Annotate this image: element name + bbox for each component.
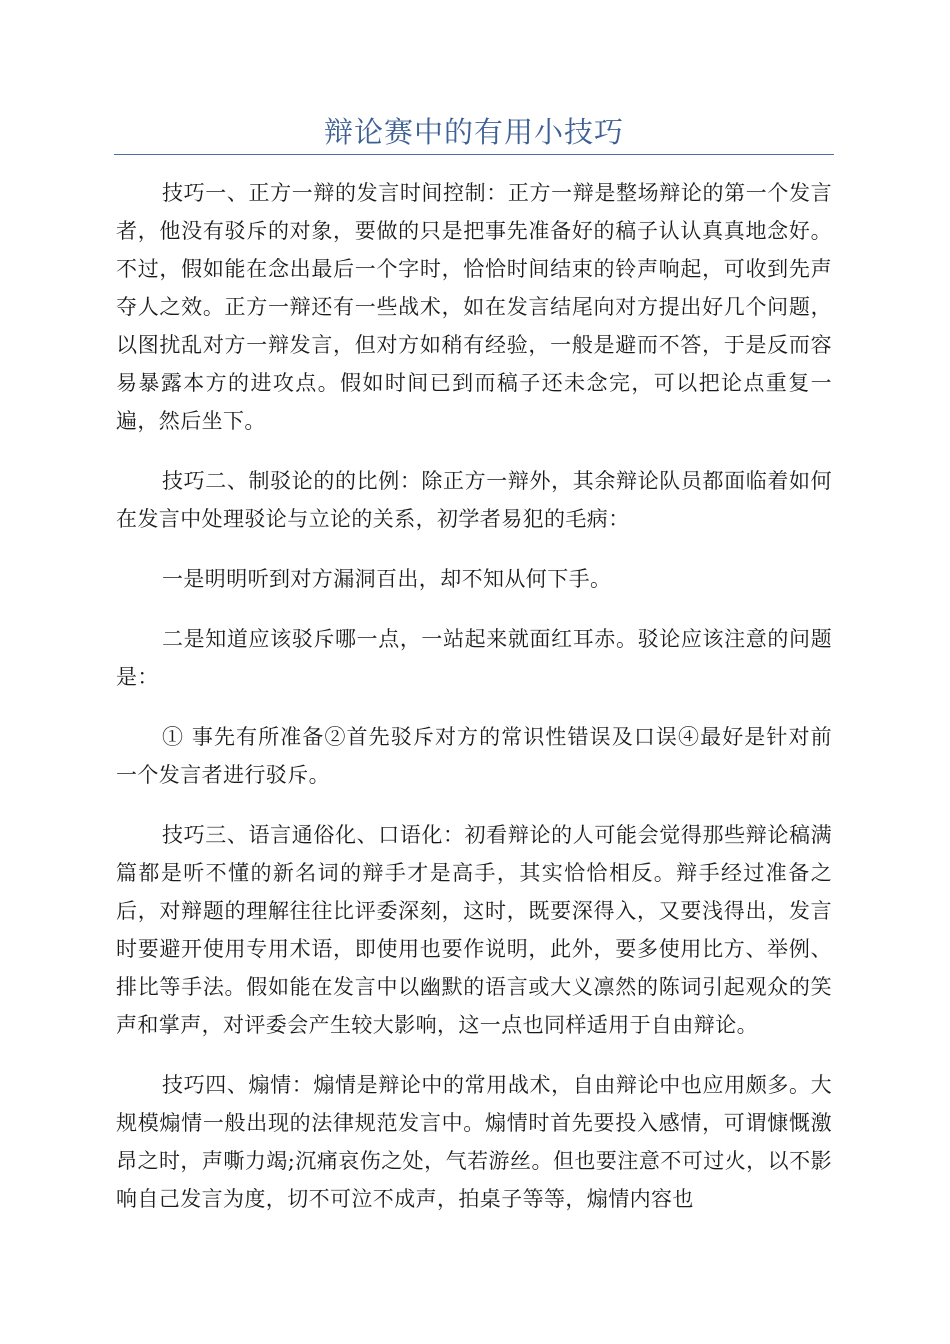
- paragraph-tip-four: 技巧四、煽情：煽情是辩论中的常用战术，自由辩论中也应用颇多。大规模煽情一般出现的法律规范发言中。煽情时首先要投入感情，可谓慷慨激昂之时，声嘶力竭;沉痛哀伤之处，气若游丝。但也要注意不可过火，以不影响自己发言为度，切不可泣不成声，拍桌子等等，煽情内容也: [116, 1073, 832, 1211]
- paragraph-tip-three: 技巧三、语言通俗化、口语化：初看辩论的人可能会觉得那些辩论稿满篇都是听不懂的新名词的辩手才是高手，其实恰恰相反。辩手经过准备之后，对辩题的理解往往比评委深刻，这时，既要深得入，又要浅得出，发言时要避开使用专用术语，即使用也要作说明，此外，要多使用比方、举例、排比等手法。假如能在发言中以幽默的语言或大义凛然的陈词引起观众的笑声和掌声，对评委会产生较大影响，这一点也同样适用于自由辩论。: [116, 823, 832, 1037]
- paragraph-point-two: 二是知道应该驳斥哪一点，一站起来就面红耳赤。驳论应该注意的问题是：: [116, 627, 832, 689]
- title-divider: [114, 154, 834, 155]
- paragraph-tip-two: 技巧二、制驳论的的比例：除正方一辩外，其余辩论队员都面临着如何在发言中处理驳论与立论的关系，初学者易犯的毛病：: [116, 469, 832, 531]
- paragraph-rebuttal-notes: ① 事先有所准备②首先驳斥对方的常识性错误及口误④最好是针对前一个发言者进行驳斥。: [116, 725, 832, 787]
- document-title: 辩论赛中的有用小技巧: [323, 115, 624, 149]
- paragraph-tip-one: 技巧一、正方一辩的发言时间控制：正方一辩是整场辩论的第一个发言者，他没有驳斥的对象，要做的只是把事先准备好的稿子认认真真地念好。不过，假如能在念出最后一个字时，恰恰时间结束的铃声响起，可收到先声夺人之效。正方一辩还有一些战术，如在发言结尾向对方提出好几个问题，以图扰乱对方一辩发言，但对方如稍有经验，一般是避而不答，于是反而容易暴露本方的进攻点。假如时间已到而稿子还未念完，可以把论点重复一遍，然后坐下。: [116, 181, 832, 433]
- paragraph-point-one: 一是明明听到对方漏洞百出，却不知从何下手。: [162, 567, 612, 591]
- document-body: [116, 174, 832, 1240]
